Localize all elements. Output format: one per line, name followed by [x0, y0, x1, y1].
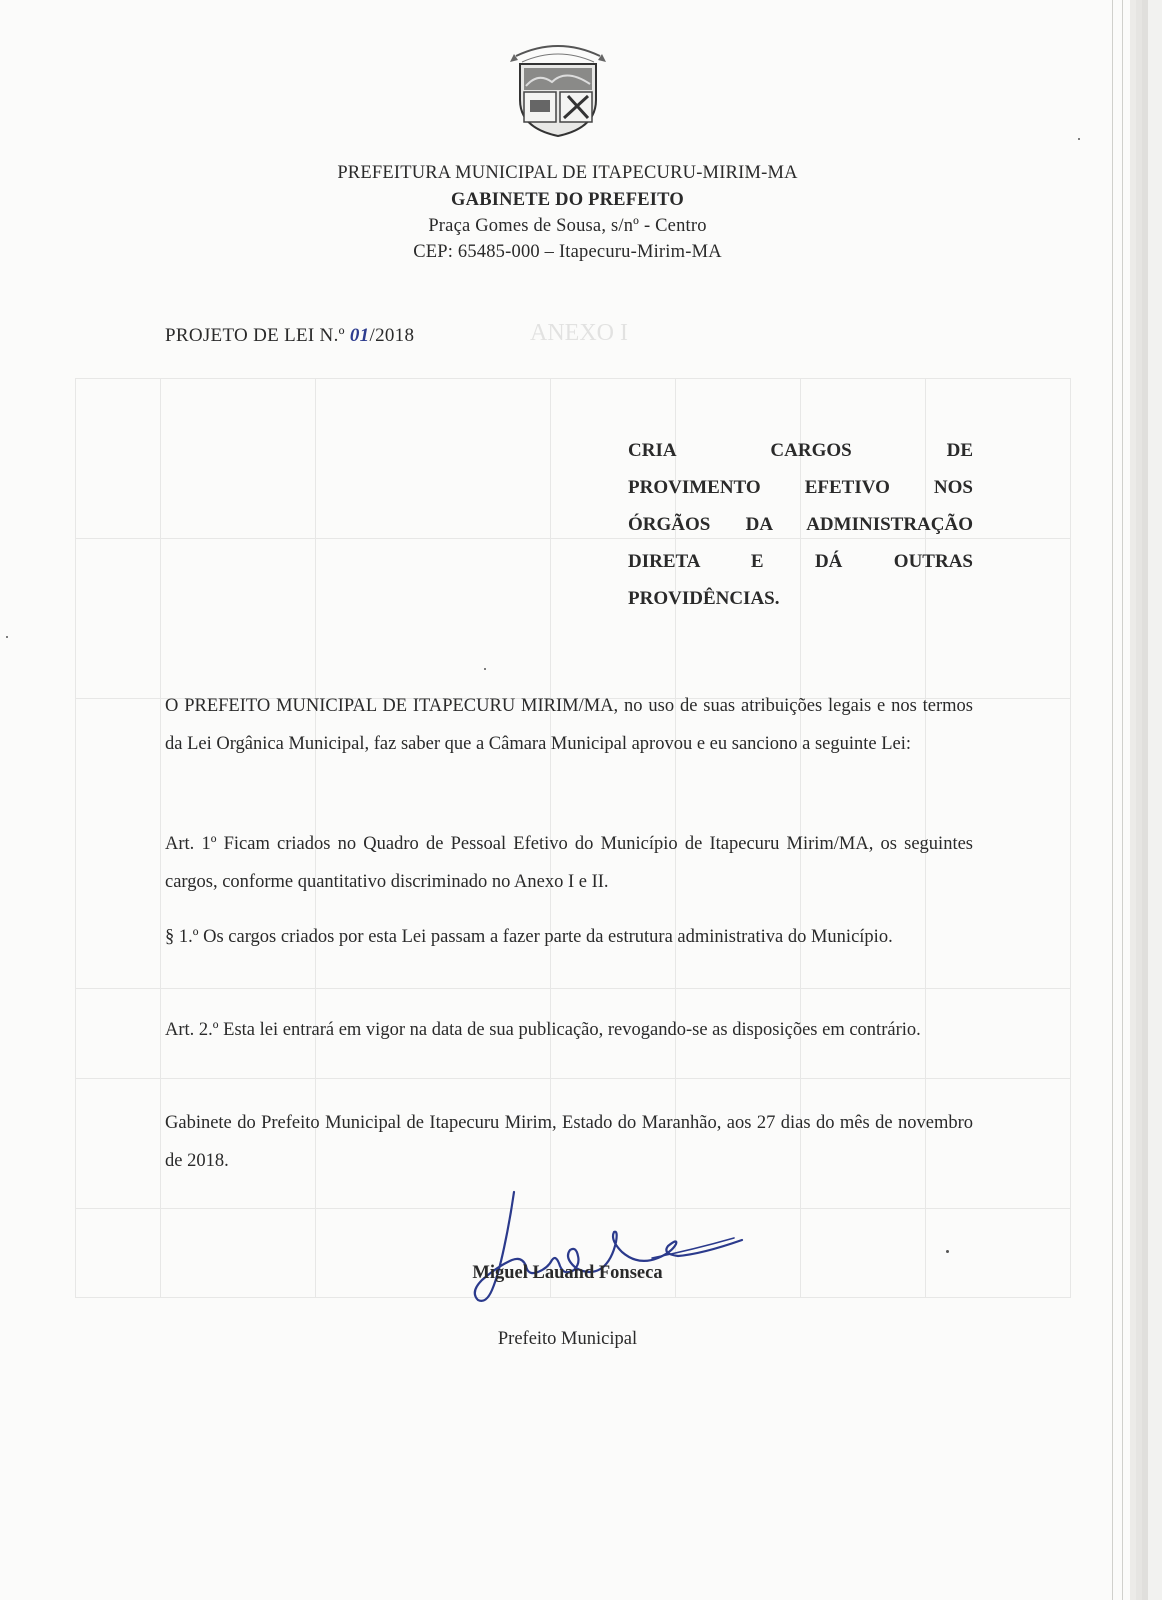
article-1-paragraph-1: § 1.º Os cargos criados por esta Lei passam a fazer parte da estrutura administrativa do Município. [165, 927, 893, 947]
signer-name: Miguel Lauand Fonseca [472, 1263, 663, 1283]
bill-title [165, 325, 414, 347]
handwritten-signature [452, 1180, 752, 1310]
summary-line: ÓRGÃOS DA ADMINISTRAÇÃO [628, 514, 973, 535]
bleed-through-title: ANEXO I [530, 320, 628, 346]
paper-speck [6, 636, 8, 638]
closing-paragraph: Gabinete do Prefeito Municipal de Itapecuru Mirim, Estado do Maranhão, aos 27 dias do mês de novembro de 2018. [165, 1113, 973, 1171]
signer-role: Prefeito Municipal [497, 1329, 638, 1349]
paper-speck [1078, 138, 1080, 140]
summary-line: PROVIMENTO EFETIVO NOS [628, 477, 973, 498]
bill-summary [628, 432, 973, 617]
office-address: Praça Gomes de Sousa, s/nº - Centro [428, 216, 707, 236]
article-2: Art. 2.º Esta lei entrará em vigor na data de sua publicação, revogando-se as disposições em contrário. [165, 1020, 921, 1040]
bill-prefix: PROJETO DE LEI N.º [165, 325, 350, 346]
page-edge [1112, 0, 1113, 1600]
article-1: Art. 1º Ficam criados no Quadro de Pessoal Efetivo do Município de Itapecuru Mirim/MA, os seguintes cargos, conforme quantitativo discriminado no Anexo I e II. [165, 834, 973, 892]
summary-line: CRIA CARGOS DE [628, 440, 973, 461]
preamble-paragraph: O PREFEITO MUNICIPAL DE ITAPECURU MIRIM/MA, no uso de suas atribuições legais e nos termos da Lei Orgânica Municipal, faz saber que a Câmara Municipal aprovou e eu sanciono a seguinte Lei: [165, 696, 973, 754]
municipal-coat-of-arms-icon [508, 38, 608, 138]
paper-speck [484, 668, 486, 670]
summary-line: DIRETA E DÁ OUTRAS [628, 551, 973, 572]
bill-year: /2018 [369, 325, 415, 346]
institution-name: PREFEITURA MUNICIPAL DE ITAPECURU-MIRIM-MA [337, 163, 798, 183]
office-name: GABINETE DO PREFEITO [451, 190, 684, 210]
page-edge [1122, 0, 1123, 1600]
summary-line: PROVIDÊNCIAS. [628, 588, 780, 609]
paper-speck [946, 1250, 949, 1253]
bill-number: 01 [349, 325, 370, 346]
office-cep: CEP: 65485-000 – Itapecuru-Mirim-MA [413, 242, 722, 262]
